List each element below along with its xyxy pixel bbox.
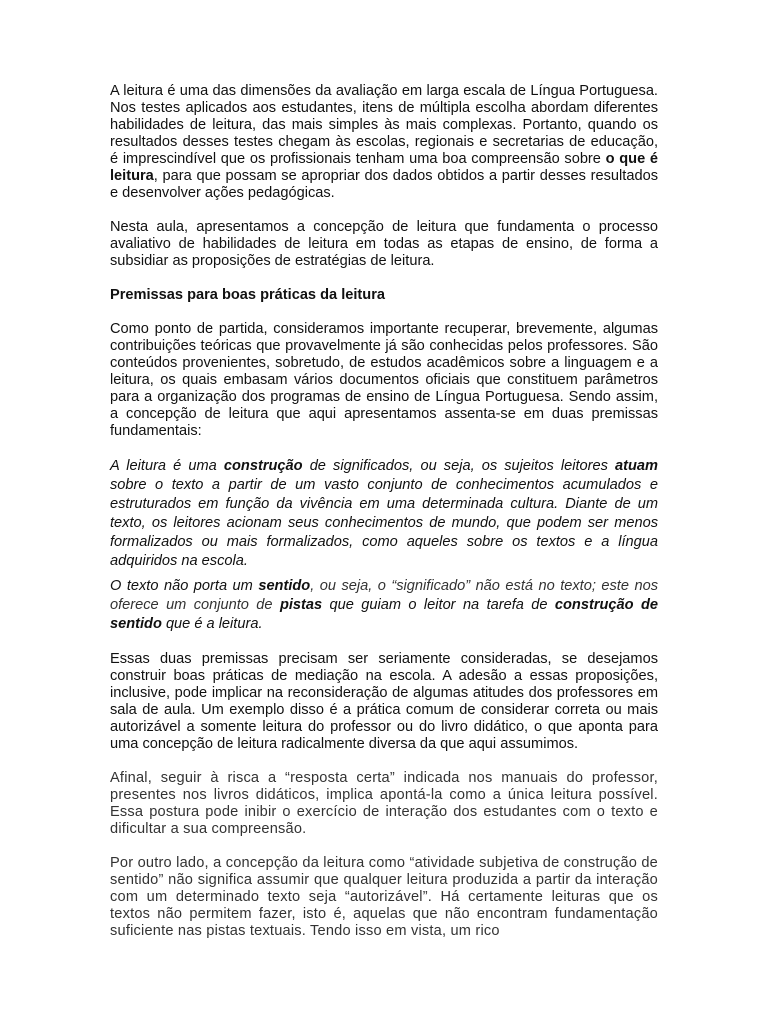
premise-two-bold-pistas: pistas bbox=[279, 597, 323, 613]
premise-one-text-e: sobre o texto a partir de um vasto conjunto de conhecimentos acumulados e estruturados em função da vivência em uma determinada cultura. Diante de um texto, os leitores acionam seus conhecimentos de mundo, que podem ser menos formalizados ou mais formalizados, como aqueles sobre os textos e a língua adquiridos na escola. bbox=[110, 477, 658, 569]
intro-text-end: , para que possam se apropriar dos dados obtidos a partir desses resultados e desenvolver ações pedagógicas. bbox=[110, 168, 658, 201]
lesson-paragraph: Nesta aula, apresentamos a concepção de leitura que fundamenta o processo avaliativo de habilidades de leitura em todas as etapas de ensino, de forma a subsidiar as proposições de estratégias de leitura. bbox=[110, 219, 658, 269]
premises-intro-paragraph: Como ponto de partida, consideramos importante recuperar, brevemente, algumas contribuições teóricas que provavelmente já são conhecidas pelos professores. São conteúdos provenientes, sobretudo, de estudos acadêmicos sobre a linguagem e a leitura, os quais embasam vários documentos oficiais que constituem parâmetros para a organização dos programas de ensino de Língua Portuguesa. Sendo assim, a concepção de leitura que aqui apresentamos assenta-se em duas premissas fundamentais: bbox=[110, 321, 658, 439]
premise-one-text-a: A leitura é uma bbox=[110, 458, 224, 474]
premise-one-text-c: de significados, ou seja, os sujeitos leitores bbox=[302, 458, 616, 474]
answer-key-paragraph: Afinal, seguir à risca a “resposta certa” indicada nos manuais do professor, presentes nos livros didáticos, implica apontá-la como a única leitura possível. Essa postura pode inibir o exercício de interação dos estudantes com o texto e dificultar a sua compreensão. bbox=[110, 770, 658, 837]
subjective-reading-paragraph: Por outro lado, a concepção da leitura como “atividade subjetiva de construção de sentido” não significa assumir que qualquer leitura produzida a partir da interação com um determinado texto seja “autorizável”. Há certamente leituras que os textos não permitem fazer, isto é, aquelas que não encontram fundamentação suficiente nas pistas textuais. Tendo isso em vista, um rico bbox=[110, 855, 658, 939]
premise-two bbox=[110, 577, 658, 634]
premise-two-bold-construcao-sentido: construção de sentido bbox=[110, 597, 658, 632]
intro-text-start: A leitura é uma das dimensões da avaliação em larga escala de Língua Portuguesa. Nos testes aplicados aos estudantes, itens de múltipla escolha abordam diferentes habilidades de leitura, das mais simples às mais complexas. Portanto, quando os resultados desses testes chegam às escolas, regionais e secretarias de educação, é imprescindível que os profissionais tenham uma boa compreensão sobre bbox=[110, 83, 658, 167]
premise-two-text-c: , ou seja, o “significado” não está no texto; este nos oferece um conjunto de bbox=[110, 578, 658, 613]
premise-two-text-g: que é a leitura. bbox=[161, 616, 263, 632]
premise-two-text-e: que guiam o leitor na tarefa de bbox=[322, 597, 555, 613]
premises-discussion-paragraph: Essas duas premissas precisam ser seriamente consideradas, se desejamos construir boas práticas de mediação na escola. A adesão a essas proposições, inclusive, pode implicar na reconsideração de algumas atitudes dos professores em sala de aula. Um exemplo disso é a prática comum de considerar correta ou mais autorizável a somente leitura do professor ou do livro didático, o que aponta para uma concepção de leitura radicalmente diversa da que aqui assumimos. bbox=[110, 651, 658, 752]
intro-emphasis: o que é leitura bbox=[110, 151, 659, 184]
premise-one-bold-atuam: atuam bbox=[615, 458, 658, 474]
intro-paragraph bbox=[110, 83, 658, 202]
premise-two-text-a: O texto não porta um bbox=[110, 578, 259, 594]
document-page bbox=[110, 83, 658, 957]
premise-one bbox=[110, 457, 658, 571]
premise-one-bold-construcao: construção bbox=[223, 458, 303, 474]
premise-two-bold-sentido: sentido bbox=[258, 578, 311, 594]
section-heading: Premissas para boas práticas da leitura bbox=[110, 287, 385, 303]
